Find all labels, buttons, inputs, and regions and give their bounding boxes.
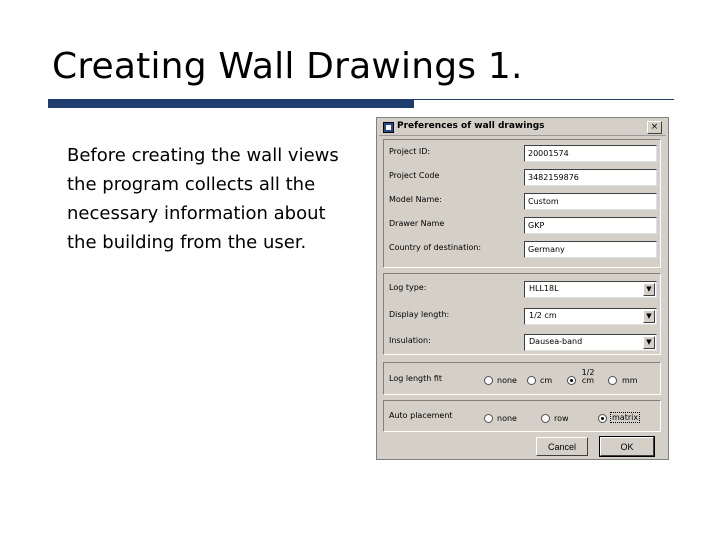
dialog-title: Preferences of wall drawings xyxy=(397,121,545,131)
log-fit-none-label: none xyxy=(497,376,517,385)
close-button[interactable]: × xyxy=(647,121,662,134)
log-fit-mm-label: mm xyxy=(622,376,638,385)
slide-body-text: Before creating the wall views the program collects all the necessary information about the building from the user. xyxy=(67,145,339,253)
placement-row-radio[interactable] xyxy=(541,414,550,423)
placement-none-label: none xyxy=(497,414,517,423)
insulation-value: Dausea-band xyxy=(529,337,583,346)
auto-placement-label: Auto placement xyxy=(389,411,453,420)
dialog-titlebar[interactable] xyxy=(379,120,666,136)
ok-button[interactable]: OK xyxy=(600,437,654,456)
drawer-name-label: Drawer Name xyxy=(389,219,445,228)
log-fit-half-cm-radio[interactable] xyxy=(567,376,576,385)
placement-none-radio[interactable] xyxy=(484,414,493,423)
model-name-label: Model Name: xyxy=(389,195,442,204)
placement-matrix-label: matrix xyxy=(612,413,639,422)
log-type-select[interactable] xyxy=(524,281,657,298)
app-icon xyxy=(383,122,394,133)
chevron-down-icon[interactable]: ▼ xyxy=(643,310,655,323)
project-info-group xyxy=(383,139,661,268)
chevron-down-icon[interactable]: ▼ xyxy=(643,283,655,296)
log-length-fit-label: Log length fit xyxy=(389,374,443,383)
title-underline-thick xyxy=(48,99,414,108)
model-name-input[interactable]: Custom xyxy=(524,193,657,210)
log-type-value: HLL18L xyxy=(529,284,559,293)
log-fit-cm-radio[interactable] xyxy=(527,376,536,385)
placement-matrix-radio[interactable] xyxy=(598,414,607,423)
log-fit-half-cm-label: 1/2 cm xyxy=(581,368,595,385)
log-fit-cm-label: cm xyxy=(540,376,553,385)
placement-row-label: row xyxy=(554,414,569,423)
insulation-select[interactable] xyxy=(524,334,657,351)
country-label: Country of destination: xyxy=(389,243,482,252)
display-length-value: 1/2 cm xyxy=(529,311,557,320)
log-length-fit-group xyxy=(383,362,661,395)
preferences-dialog xyxy=(376,117,669,460)
cancel-button[interactable]: Cancel xyxy=(536,437,588,456)
log-type-label: Log type: xyxy=(389,283,427,292)
project-code-input[interactable]: 3482159876 xyxy=(524,169,657,186)
country-input[interactable]: Germany xyxy=(524,241,657,258)
auto-placement-group xyxy=(383,400,661,432)
title-underline-thin xyxy=(414,99,674,100)
display-length-label: Display length: xyxy=(389,310,450,319)
project-id-label: Project ID: xyxy=(389,147,431,156)
log-fit-mm-radio[interactable] xyxy=(608,376,617,385)
display-length-select[interactable] xyxy=(524,308,657,325)
project-id-input[interactable]: 20001574 xyxy=(524,145,657,162)
log-fit-none-radio[interactable] xyxy=(484,376,493,385)
project-code-label: Project Code xyxy=(389,171,440,180)
log-settings-group xyxy=(383,273,661,355)
drawer-name-input[interactable]: GKP xyxy=(524,217,657,234)
chevron-down-icon[interactable]: ▼ xyxy=(643,336,655,349)
insulation-label: Insulation: xyxy=(389,336,431,345)
slide-title: Creating Wall Drawings 1. xyxy=(52,46,523,87)
